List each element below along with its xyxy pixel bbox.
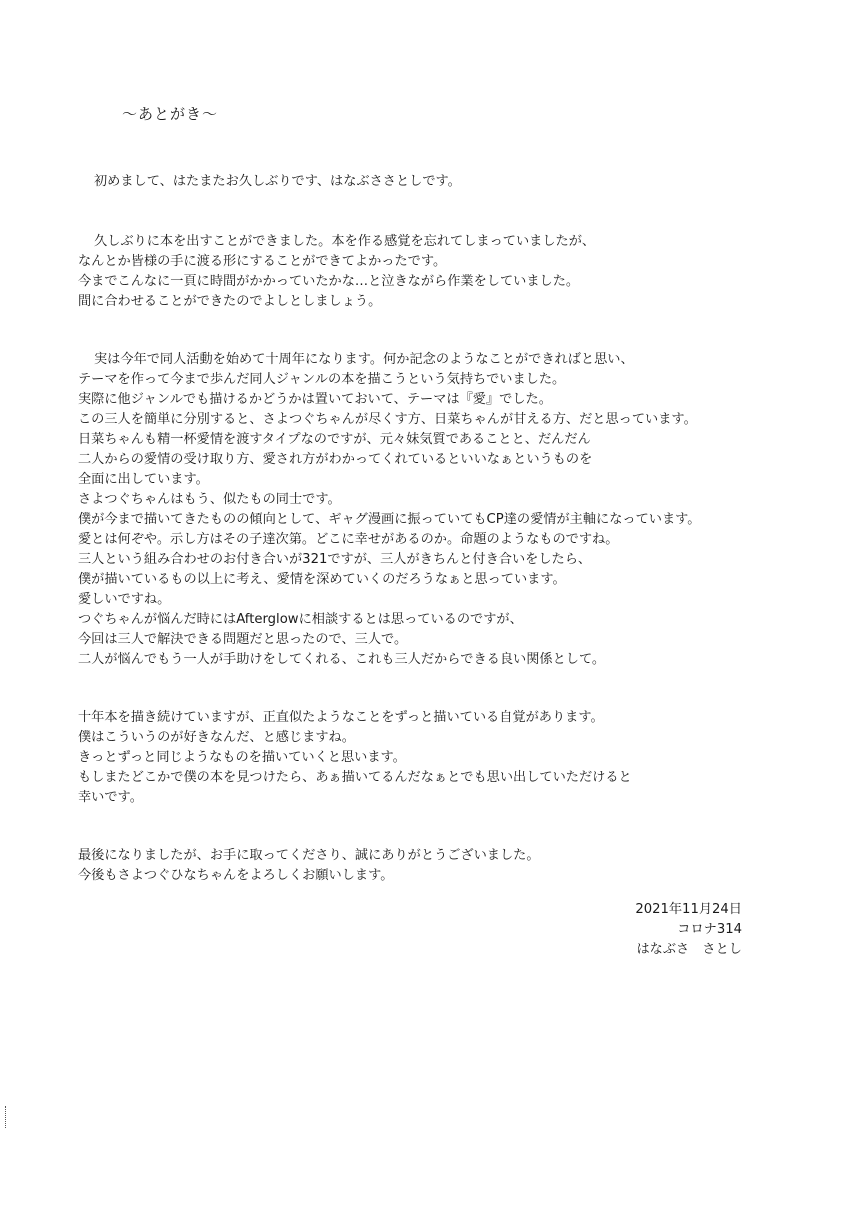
signature-author: はなぶさ さとし <box>636 942 742 957</box>
paragraph-3-line-13: 愛しいですね。 <box>78 592 171 607</box>
paragraph-3-line-10: 愛とは何ぞや。示し方はその子達次第。どこに幸せがあるのか。命題のようなものですね。 <box>78 532 619 547</box>
paragraph-5-line-1: 最後になりましたが、お手に取ってくださり、誠にありがとうございました。 <box>78 848 540 863</box>
signature-date: 2021年11月24日 <box>635 902 742 917</box>
paragraph-3-line-4: この三人を簡単に分別すると、さよつぐちゃんが尽くす方、日菜ちゃんが甘える方、だと思っています。 <box>78 412 697 427</box>
paragraph-5-line-2: 今後もさよつぐひなちゃんをよろしくお願いします。 <box>78 868 394 883</box>
paragraph-3-line-5: 日菜ちゃんも精一杯愛情を渡すタイプなのですが、元々妹気質であることと、だんだん <box>78 432 591 447</box>
paragraph-3-line-6: 二人からの愛情の受け取り方、愛され方がわかってくれているといいなぁというものを <box>78 452 593 467</box>
paragraph-4-line-1: 十年本を描き続けていますが、正直似たようなことをずっと描いている自覚があります。 <box>78 710 604 725</box>
paragraph-3-line-1: 実は今年で同人活動を始めて十周年になります。何か記念のようなことができればと思い、 <box>94 352 634 367</box>
paragraph-2-line-2: なんとか皆様の手に渡る形にすることができてよかったです。 <box>78 254 447 269</box>
paragraph-3-line-15: 今回は三人で解決できる問題だと思ったので、三人で。 <box>78 632 408 647</box>
paragraph-4-line-5: 幸いです。 <box>78 790 143 805</box>
paragraph-3-line-7: 全面に出しています。 <box>78 472 209 487</box>
paragraph-3-line-12: 僕が描いているもの以上に考え、愛情を深めていくのだろうなぁと思っています。 <box>78 572 566 587</box>
paragraph-4-line-3: きっとずっと同じようなものを描いていくと思います。 <box>78 750 406 765</box>
paragraph-3-line-3: 実際に他ジャンルでも描けるかどうかは置いておいて、テーマは『愛』でした。 <box>78 392 552 407</box>
paragraph-3-line-2: テーマを作って今まで歩んだ同人ジャンルの本を描こうという気持ちでいました。 <box>78 372 566 387</box>
paragraph-2-line-3: 今までこんなに一頁に時間がかかっていたかな…と泣きながら作業をしていました。 <box>78 274 580 289</box>
paragraph-2-line-1: 久しぶりに本を出すことができました。本を作る感覚を忘れてしまっていましたが、 <box>94 234 596 249</box>
page-title: 〜あとがき〜 <box>122 105 219 123</box>
paragraph-3-line-11: 三人という組み合わせのお付き合いが321ですが、三人がきちんと付き合いをしたら、 <box>78 552 592 567</box>
paragraph-2-line-4: 間に合わせることができたのでよしとしましょう。 <box>78 294 382 309</box>
scan-edge-mark <box>5 1106 9 1128</box>
signature-alias: コロナ314 <box>677 922 742 937</box>
paragraph-3-line-9: 僕が今まで描いてきたものの傾向として、ギャグ漫画に振っていてもCP達の愛情が主軸になっています。 <box>78 512 701 527</box>
paragraph-3-line-14: つぐちゃんが悩んだ時にはAfterglowに相談するとは思っているのですが、 <box>78 612 523 627</box>
paragraph-3-line-16: 二人が悩んでもう一人が手助けをしてくれる、これも三人だからできる良い関係として。 <box>78 652 606 667</box>
paragraph-4-line-4: もしまたどこかで僕の本を見つけたら、あぁ描いてるんだなぁとでも思い出していただけると <box>78 770 632 785</box>
paragraph-3-line-8: さよつぐちゃんはもう、似たもの同士です。 <box>78 492 341 507</box>
paragraph-1-line-1: 初めまして、はたまたお久しぶりです、はなぶささとしです。 <box>94 174 461 189</box>
paragraph-4-line-2: 僕はこういうのが好きなんだ、と感じますね。 <box>78 730 355 745</box>
